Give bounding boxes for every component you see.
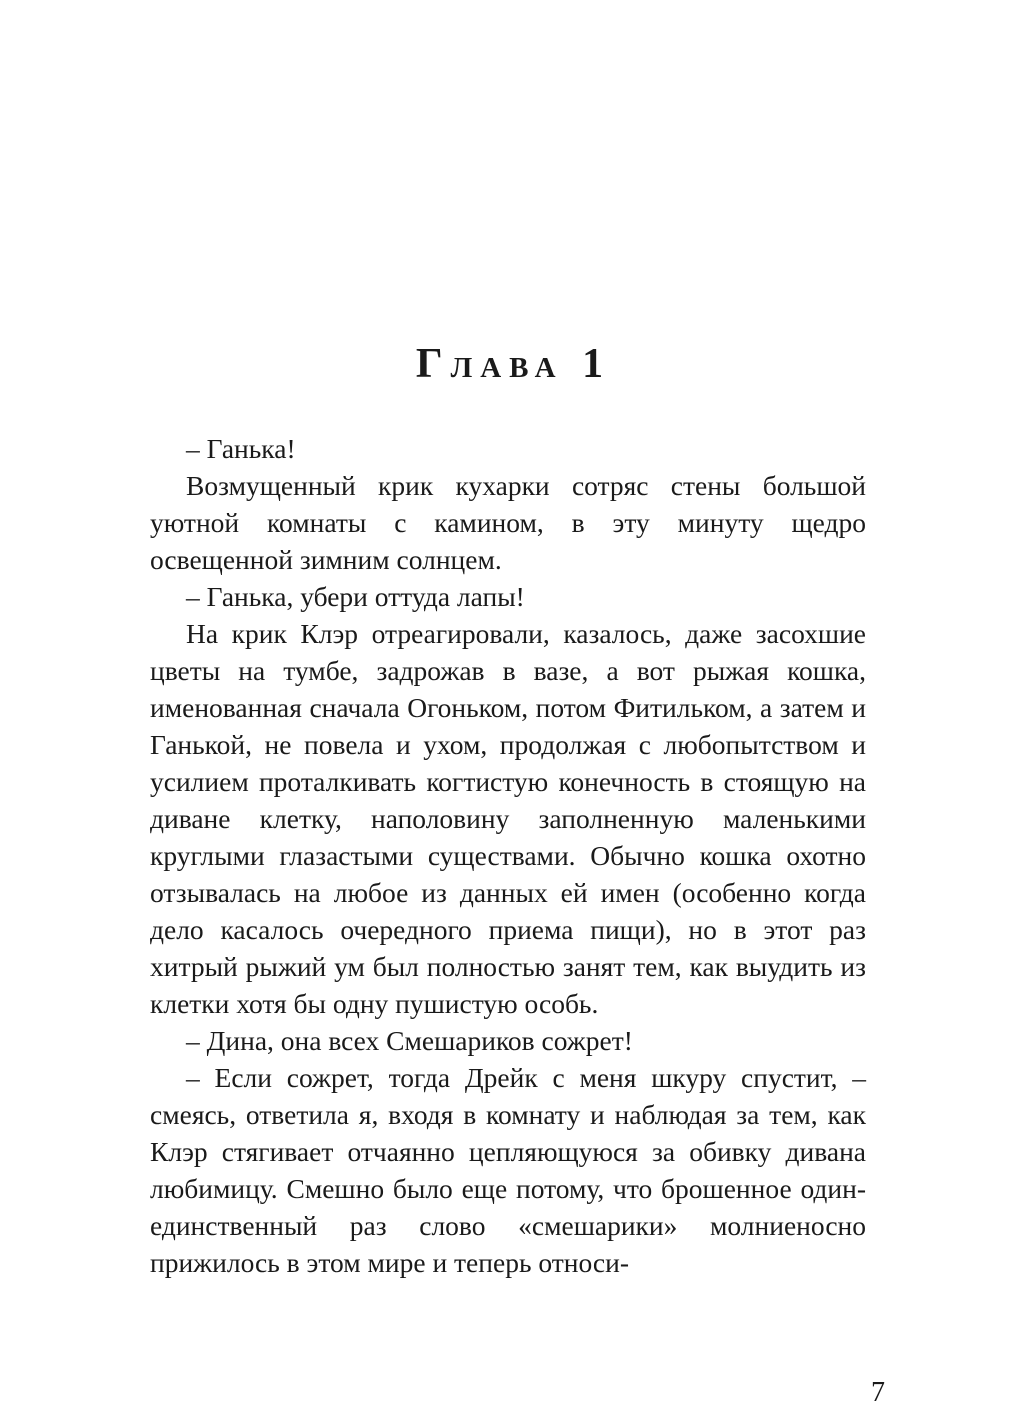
chapter-title [0,340,1027,388]
page-number: 7 [871,1377,885,1408]
body-text [150,430,866,1281]
paragraph-4: На крик Клэр отреагировали, казалось, даже засохшие цветы на тумбе, задрожав в вазе, а вот рыжая кошка, именованная сначала Огоньком, потом Фитильком, а затем и Ганькой, не повела и ухом, продолжая с любопытством и усилием проталкивать когтистую конечность в стоящую на диване клетку, наполовину заполненную маленькими круглыми глазастыми существами. Обычно кошка охотно отзывалась на любое из данных ей имен (особенно когда дело касалось очередного приема пищи), но в этот раз хитрый рыжий ум был полностью занят тем, как выудить из клетки хотя бы одну пушистую особь. [150,618,866,1019]
chapter-label: Глава [415,341,564,387]
paragraph-3: – Ганька, убери оттуда лапы! [186,581,525,612]
chapter-number: 1 [582,341,612,387]
paragraph-5: – Дина, она всех Смешариков сожрет! [186,1025,633,1056]
paragraph-2: Возмущенный крик кухарки сотряс стены большой уютной комнаты с камином, в эту минуту щедро освещенной зимним солнцем. [150,470,866,575]
paragraph-1: – Ганька! [186,433,296,464]
paragraph-6: – Если сожрет, тогда Дрейк с меня шкуру спустит, – смеясь, ответила я, входя в комнату и наблюдая за тем, как Клэр стягивает отчаянно цепляющуюся за обивку дивана любимицу. Смешно было еще потому, что брошенное один-единственный раз слово «смешарики» молниеносно прижилось в этом мире и теперь относи- [150,1062,866,1278]
